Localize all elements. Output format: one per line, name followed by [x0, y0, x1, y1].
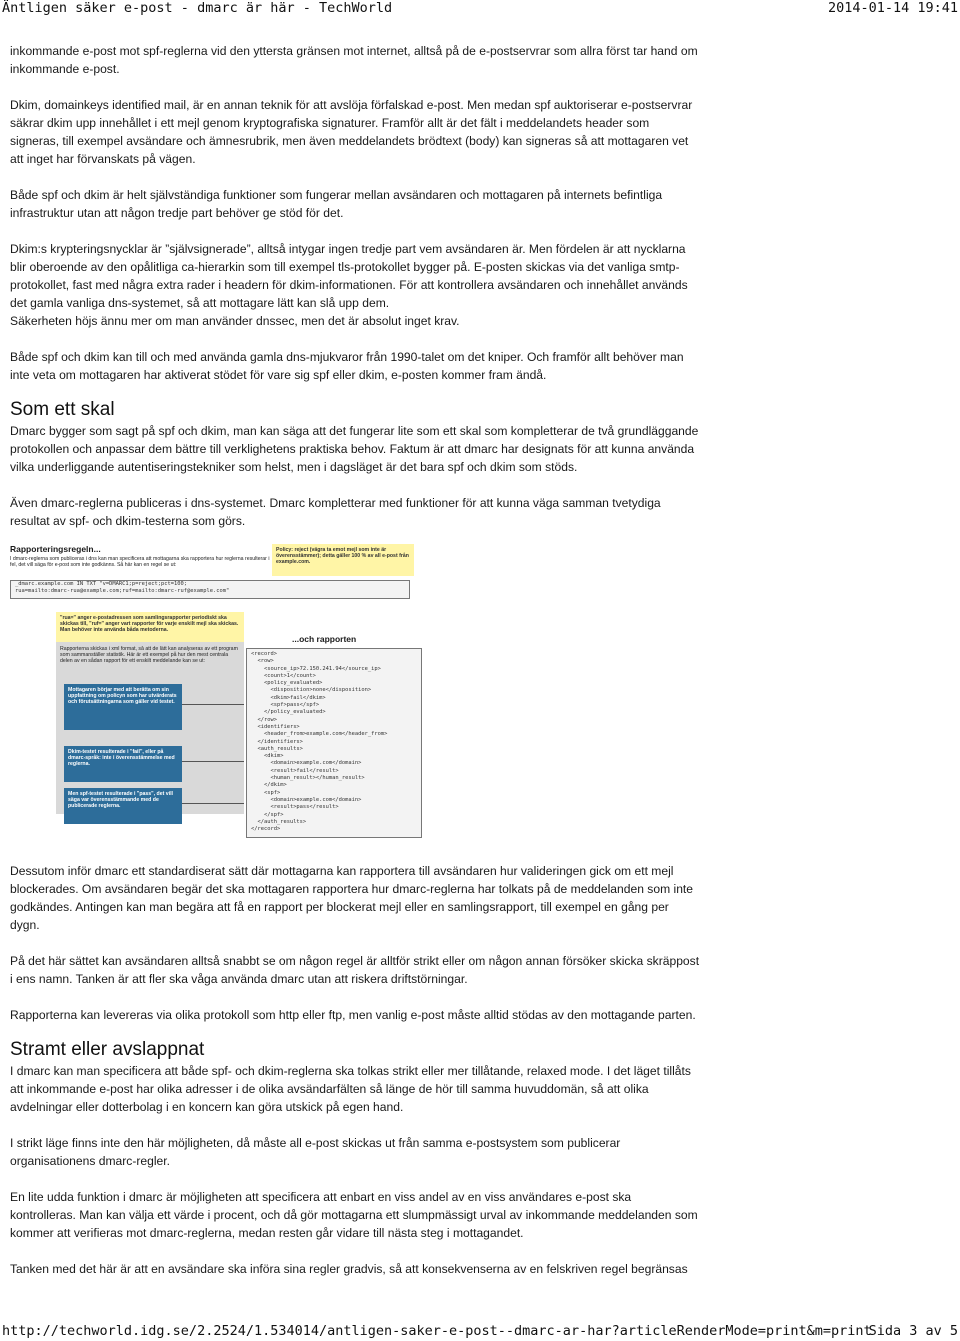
figure-title-left: Rapporteringsregeln... — [10, 544, 101, 554]
page-title: Äntligen säker e-post - dmarc är här - TechWorld — [2, 0, 393, 16]
dns-line: rua=mailto:dmarc-rua@example.com;ruf=mailto:dmarc-ruf@example.com" — [15, 588, 230, 595]
paragraph: Rapporterna kan levereras via olika protokoll som http eller ftp, men vanlig e-post måste alltid stödas av den mottagande parten. — [10, 1008, 696, 1022]
figure-intro — [10, 544, 270, 580]
paragraph: Både spf och dkim kan till och med använda gamla dns-mjukvaror från 1990-talet om det kniper. Och framför allt behöver man inte veta om mottagaren har aktiverat stödet för vare sig spf eller dkim, e-posten kommer fram ändå. — [10, 350, 684, 382]
dns-line: _dmarc.example.com IN TXT "v=DMARC1;p=reject;pct=100; — [15, 581, 188, 587]
figure-intro-text: I dmarc-reglerna som publiceras i dns kan man specificera att mottagarna ska rapportera hur reglerna resulterar i fel, det vill säga för e-post som inte godkänns. Så här kan en regel se ut: — [10, 556, 270, 569]
paragraph: Dmarc bygger som sagt på spf och dkim, man kan säga att det fungerar lite som ett skal som kompletterar de två grundläggande protokollen och anpassar dem bättre till verklighetens praktiska behov. Faktum är att dmarc har designats för att kunna använda vilka underliggande autentiseringstekniker som helst, men i dagsläget är det bara spf och dkim som stöds. — [10, 424, 699, 474]
print-footer — [0, 1323, 960, 1341]
policy-evaluated-note: Mottagaren börjar med att berätta om sin uppfattning om policyn som har utvärderats och förutsättningarna som gäller vid testet. — [64, 684, 182, 730]
paragraph: Dkim, domainkeys identified mail, är en annan teknik för att avslöja förfalskad e-post. Men medan spf auktoriserar e-postservrar säkrar dkim upp innehållet i ett mejl genom kryptografiska signaturer. Framför allt är det fält i meddelandets header som signeras, till exempel avsändare och ämnesrubrik, men även meddelandets brödtext (body) kan signeras så att mottagaren vet att inget har förvanskats på vägen. — [10, 98, 693, 166]
paragraph: På det här sättet kan avsändaren alltså snabbt se om någon regel är alltför strikt eller om någon annan försöker skicka skräppost i ens namn. Tanken är att fler ska våga använda dmarc utan att riskera driftstörningar. — [10, 954, 700, 986]
paragraph: I strikt läge finns inte den här möjligheten, då måste all e-post skickas ut från samma e-postsystem som publicerar organisationens dmarc-regler. — [10, 1136, 621, 1168]
article-body — [10, 42, 700, 1278]
paragraph: I dmarc kan man specificera att både spf- och dkim-reglerna ska tolkas strikt eller mer tillåtande, relaxed mode. I det läget tillåts att inkommande e-post har olika adresser i de olika avsändarfälten så länge de hör till samma huvuddomän, så att olika avdelningar eller dotterbolag i en koncern kan göra utskick på egen hand. — [10, 1064, 691, 1114]
paragraph: En lite udda funktion i dmarc är möjligheten att specificera att enbart en viss andel av en viss användares e-post ska kontrolleras. Man kan välja ett värde i procent, och då gör mottagarna ett slumpmässigt urval av inkommande meddelanden som kommer att verifieras mot dmarc-reglerna, medan resten går vidare till nästa steg i mottagandet. — [10, 1190, 698, 1240]
paragraph: inkommande e-post mot spf-reglerna vid den yttersta gränsen mot internet, alltså på de e-postservrar som allra först tar hand om inkommande e-post. — [10, 44, 698, 76]
dmarc-report-figure — [10, 544, 420, 836]
dns-record — [10, 580, 410, 599]
paragraph: Säkerheten höjs ännu mer om man använder dnssec, men det är absolut inget krav. — [10, 314, 460, 328]
paragraph: Både spf och dkim är helt självständiga funktioner som fungerar mellan avsändaren och mottagaren på internets befintliga infrastruktur utan att någon tredje part behöver ge stöd för det. — [10, 188, 663, 220]
paragraph: Dessutom inför dmarc ett standardiserat sätt där mottagarna kan rapportera till avsändaren hur valideringen gick om ett mejl blockerades. Om avsändaren begär det ska mottagaren rapportera hur dmarc-reglerna har tolkats på de meddelanden som inte godkändes. Antingen kan man begära att få en rapport per blockerat mejl eller en samlingsrapport, till exempel en gång per dygn. — [10, 864, 694, 932]
policy-note: Policy: reject (vägra ta emot mejl som inte är överensstämmer); detta gäller 100 % av all e-post från example.com. — [272, 544, 414, 576]
spf-result-note: Men spf-testet resulterade i "pass", det vill säga var överensstämmande med de publicerade reglerna. — [64, 788, 182, 824]
print-header — [0, 0, 960, 18]
print-datetime: 2014-01-14 19:41 — [827, 0, 958, 16]
dkim-result-note: Dkim-testet resulterade i "fail", eller på dmarc-språk: inte i överensstämmelse med reglerna. — [64, 746, 182, 782]
xml-code: <record> <row> <source_ip>72.150.241.94</source_ip> <count>1</count> <policy_evaluated> <disposition>none</disposition> <dkim>fail</dkim> <spf>pass</spf> </policy_evaluated> </row> <identifiers> <header_from>example.com</header_from> </identifiers> <auth_results> <dkim> <domain>example.com</domain> <result>fail</result> <human_result></human_result> </dkim> <spf> <domain>example.com</domain> <result>pass</result> </spf> </auth_results> </record> — [251, 651, 388, 833]
section-heading: Stramt eller avslappnat — [10, 1039, 205, 1060]
xml-report — [246, 648, 422, 838]
section-heading: Som ett skal — [10, 399, 115, 420]
paragraph: Även dmarc-reglerna publiceras i dns-systemet. Dmarc kompletterar med funktioner för att kunna väga samman tvetydiga resultat av spf- och dkim-testerna som görs. — [10, 496, 661, 528]
page-number: Sida 3 av 5 — [868, 1323, 958, 1339]
figure-title-right: ...och rapporten — [292, 634, 357, 644]
xml-note: Rapporterna skickas i xml format, så att de lätt kan analyseras av ett program som sammanställer statistik. Här är ett exempel på hur den mest centrala delen av en sådan rapport för ett enskilt meddelande kan se ut: — [60, 646, 238, 665]
page-url: http://techworld.idg.se/2.2524/1.534014/antligen-saker-e-post--dmarc-ar-har?articleRenderMode=print&m=print — [2, 1323, 872, 1339]
paragraph: Tanken med det här är att en avsändare ska införa sina regler gradvis, så att konsekvenserna av en felskriven regel begränsas — [10, 1262, 688, 1276]
rua-note: "rua=" anger e-postadressen som samlingsrapporter periodiskt ska skickas till, "ruf=" anger vart rapporter för varje enskilt mejl ska skickas. Man behöver inte använda båda metoderna. — [56, 612, 244, 650]
paragraph: Dkim:s krypteringsnycklar är ”självsignerade”, alltså intygar ingen tredje part vem avsändaren är. Men fördelen är att nycklarna blir oberoende av den opålitliga ca-hierarkin som till exempel tls-protokollet bygger på. E-posten skickas via det vanliga smtp-protokollet, fast med några extra rader i headern för dkim-informationen. För att kontrollera avsändaren och innehållet används det gamla vanliga dns-systemet, så att mottagare lätt kan slå upp dem. — [10, 242, 688, 310]
